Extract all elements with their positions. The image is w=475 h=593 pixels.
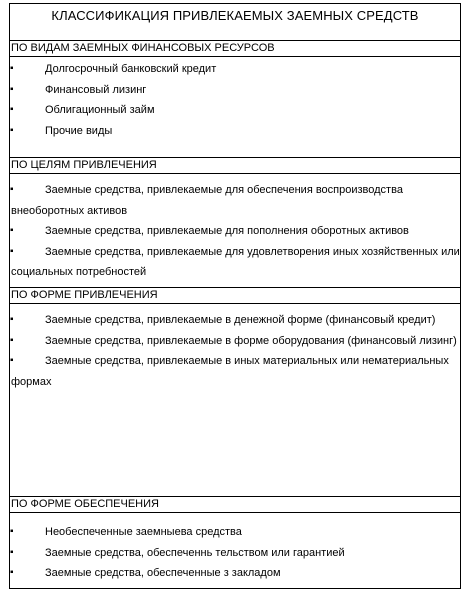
bullet-icon: ▪	[10, 104, 14, 115]
list-item-text: Заемные средства, привлекаемые для пополнения оборотных активов	[45, 225, 409, 237]
list-item	[10, 121, 460, 142]
bullet-icon: ▪	[10, 567, 14, 578]
list-item	[10, 242, 460, 283]
document-title: КЛАССИФИКАЦИЯ ПРИВЛЕКАЕМЫХ ЗАЕМНЫХ СРЕДСТВ	[51, 8, 419, 23]
bullet-icon: ▪	[10, 245, 14, 257]
section-body-security	[10, 522, 460, 584]
bullet-icon: ▪	[10, 63, 14, 74]
list-item-text: Заемные средства, привлекаемые для удовлетворения иных хозяйственных или социальных потребностей	[11, 245, 460, 278]
list-item-text: Необеспеченные заемныева средства	[45, 526, 242, 538]
list-item-text: Заемные средства, привлекаемые в форме оборудования (финансовый лизинг)	[45, 334, 457, 347]
section-header-security: ПО ФОРМЕ ОБЕСПЕЧЕНИЯ	[10, 496, 460, 513]
list-item	[10, 563, 460, 584]
list-item-text: Заемные средства, привлекаемые в иных материальных или нематериальных формах	[11, 355, 449, 388]
bullet-icon: ▪	[10, 526, 14, 537]
bullet-icon: ▪	[10, 83, 14, 95]
list-item	[10, 331, 460, 352]
section-body-purpose	[10, 180, 460, 283]
list-item-text: Прочие виды	[45, 124, 113, 137]
list-item-text: Заемные средства, обеспеченнь тельством или гарантией	[45, 546, 345, 559]
bullet-icon: ▪	[10, 124, 14, 136]
classification-document	[9, 3, 461, 589]
list-item	[10, 522, 460, 543]
bullet-icon: ▪	[10, 334, 14, 346]
list-item	[10, 59, 460, 80]
list-item-text: Заемные средства, обеспеченные з закладом	[45, 567, 281, 579]
list-item	[10, 543, 460, 564]
bullet-icon: ▪	[10, 184, 14, 195]
list-item	[10, 221, 460, 242]
list-item	[10, 310, 460, 331]
section-header-purpose: ПО ЦЕЛЯМ ПРИВЛЕЧЕНИЯ	[10, 157, 460, 174]
list-item-text: Финансовый лизинг	[45, 83, 147, 96]
bullet-icon: ▪	[10, 546, 14, 558]
list-item	[10, 80, 460, 101]
list-item-text: Облигационный займ	[45, 104, 155, 116]
section-body-loan-types	[10, 59, 460, 141]
section-header-loan-types: ПО ВИДАМ ЗАЕМНЫХ ФИНАНСОВЫХ РЕСУРСОВ	[10, 40, 460, 57]
list-item	[10, 180, 460, 221]
list-item	[10, 351, 460, 392]
bullet-icon: ▪	[10, 355, 14, 366]
list-item-text: Заемные средства, привлекаемые для обеспечения воспроизводства внеоборотных активов	[11, 184, 403, 217]
section-body-form	[10, 310, 460, 392]
bullet-icon: ▪	[10, 225, 14, 236]
list-item-text: Заемные средства, привлекаемые в денежной форме (финансовый кредит)	[45, 314, 436, 326]
section-header-form: ПО ФОРМЕ ПРИВЛЕЧЕНИЯ	[10, 287, 460, 304]
list-item-text: Долгосрочный банковский кредит	[45, 63, 217, 75]
list-item	[10, 100, 460, 121]
bullet-icon: ▪	[10, 314, 14, 325]
